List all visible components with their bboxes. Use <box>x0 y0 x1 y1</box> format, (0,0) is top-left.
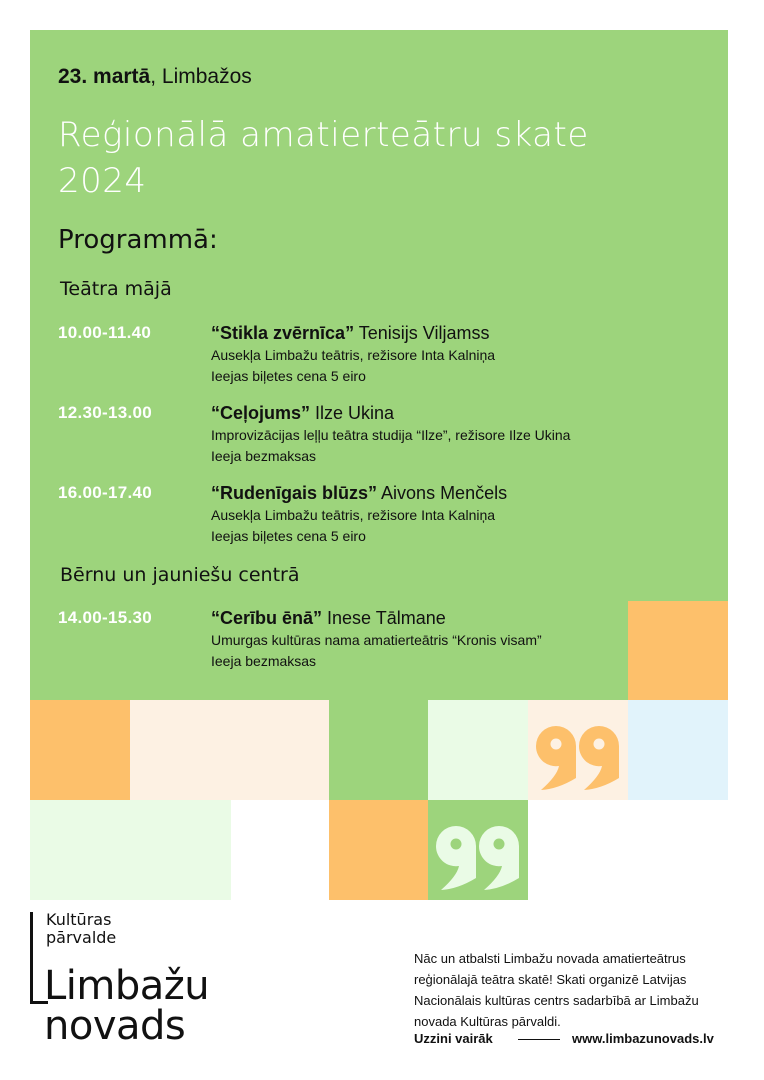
deco-block-light-blue <box>628 700 728 800</box>
learn-more-rule <box>518 1039 560 1040</box>
event-info <box>211 401 711 467</box>
deco-block-orange <box>30 700 130 800</box>
event-entry: Ieejas biļetes cena 5 eiro <box>211 528 366 544</box>
deco-block-mint <box>30 800 231 900</box>
event-info <box>211 321 711 387</box>
logo-big-line-1: Limbažu <box>44 963 210 1009</box>
event-date <box>58 64 252 90</box>
play-author: Ilze Ukina <box>310 403 395 423</box>
title-line-2: 2024 <box>58 161 147 201</box>
event-head <box>211 481 711 505</box>
deco-block-green <box>329 700 428 800</box>
logo-big-line-2: novads <box>44 1003 186 1049</box>
event-troupe: Improvizācijas leļļu teātra studija “Ilze”, režisore Ilze Ukina <box>211 427 571 443</box>
website-link[interactable]: www.limbazunovads.lv <box>572 1031 714 1046</box>
play-author: Inese Tālmane <box>322 608 446 628</box>
footer-blurb: Nāc un atbalsti Limbažu novada amatierteātrus reģionālajā teātra skatē! Skati organizē Latvijas Nacionālais kultūras centrs sadarbībā ar Limbažu novada Kultūras pārvaldi. <box>414 951 699 1029</box>
event-time: 14.00-15.30 <box>58 608 153 627</box>
deco-block-orange <box>329 800 428 900</box>
play-author: Tenisijs Viljamss <box>354 323 490 343</box>
poster-title <box>58 112 718 204</box>
quote-mark-icon <box>533 706 623 794</box>
deco-block-mint <box>428 700 528 800</box>
logo-bracket-vertical <box>30 912 33 1004</box>
logo-small-line-2: pārvalde <box>46 928 117 947</box>
play-title: “Ceļojums” <box>211 403 311 423</box>
event-info <box>211 481 711 547</box>
logo-department <box>46 911 116 947</box>
event-time: 10.00-11.40 <box>58 323 152 342</box>
event-troupe: Ausekļa Limbažu teātris, režisore Inta Kalniņa <box>211 347 496 363</box>
event-time: 12.30-13.00 <box>58 403 153 422</box>
event-head <box>211 401 711 425</box>
event-entry: Ieeja bezmaksas <box>211 653 317 669</box>
event-head <box>211 321 711 345</box>
deco-block-orange <box>628 601 728 700</box>
play-title: “Stikla zvērnīca” <box>211 323 355 343</box>
date-location: , Limbažos <box>150 65 252 88</box>
event-time: 16.00-17.40 <box>58 483 153 502</box>
event-entry: Ieeja bezmaksas <box>211 448 317 464</box>
event-troupe: Ausekļa Limbažu teātris, režisore Inta Kalniņa <box>211 507 496 523</box>
quote-mark-icon <box>433 806 523 894</box>
play-title: “Rudenīgais blūzs” <box>211 483 378 503</box>
logo-small-line-1: Kultūras <box>46 910 112 929</box>
program-heading: Programmā: <box>58 225 218 255</box>
venue-heading-youth-centre: Bērnu un jauniešu centrā <box>60 564 300 586</box>
learn-more-label: Uzzini vairāk <box>414 1031 493 1046</box>
date-bold: 23. martā <box>58 65 151 88</box>
event-entry: Ieejas biļetes cena 5 eiro <box>211 368 366 384</box>
event-troupe: Umurgas kultūras nama amatierteātris “Kronis visam” <box>211 632 542 648</box>
venue-heading-theatre-house: Teātra mājā <box>60 278 172 300</box>
play-title: “Cerību ēnā” <box>211 608 323 628</box>
title-line-1: Reģionālā amatierteātru skate <box>58 115 589 155</box>
deco-block-cream <box>130 700 329 800</box>
play-author: Aivons Menčels <box>377 483 508 503</box>
logo-municipality <box>44 963 210 1049</box>
